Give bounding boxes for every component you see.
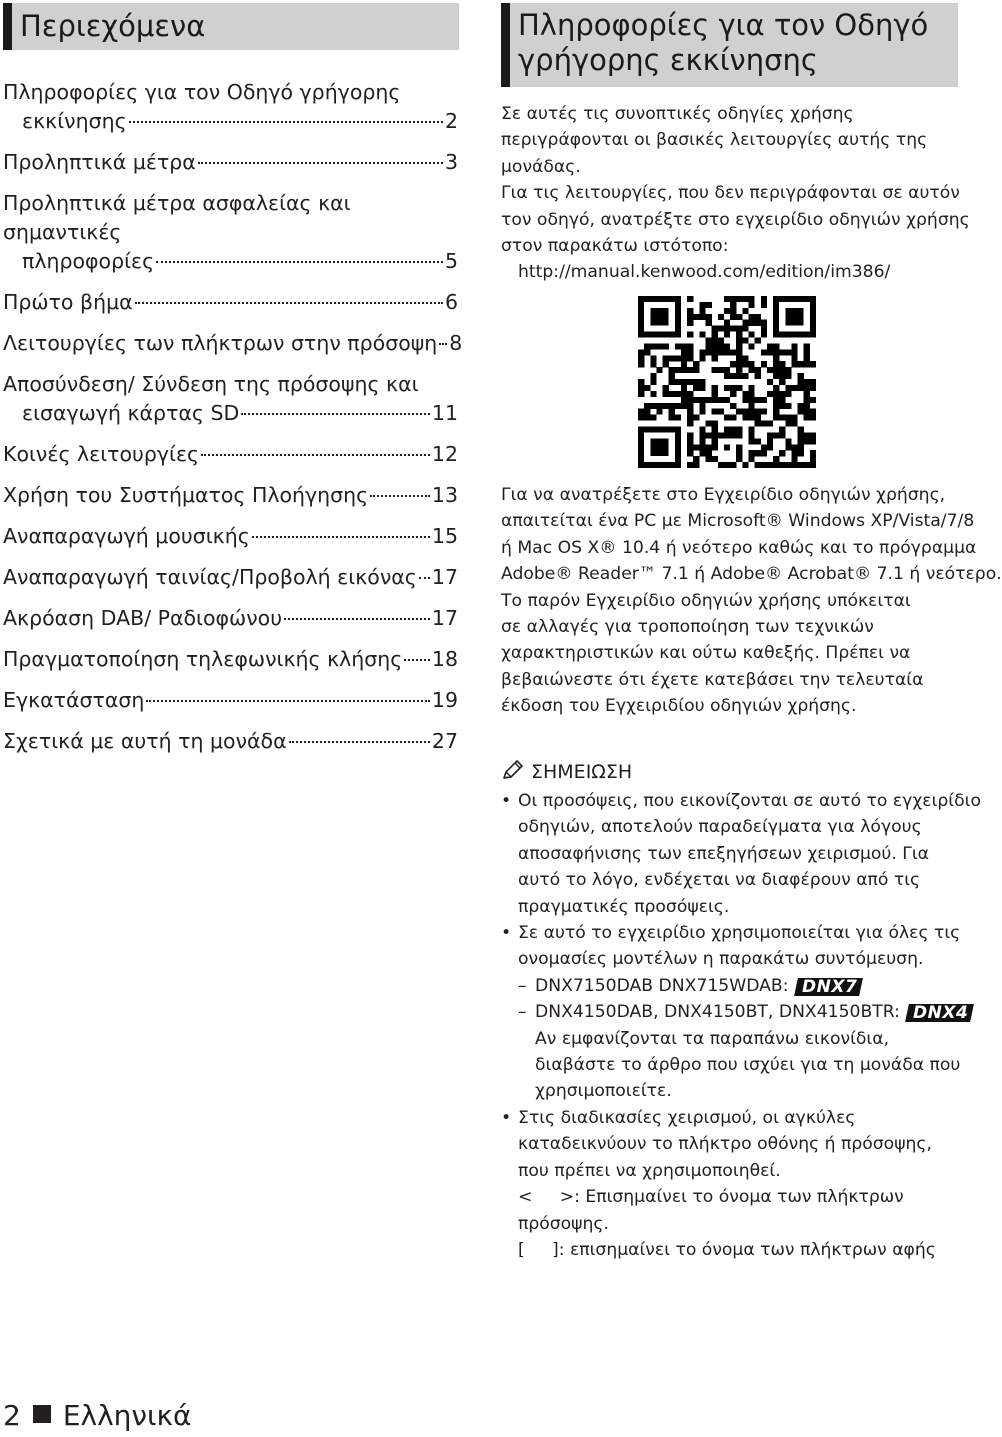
badge-text: DNX7 bbox=[801, 976, 858, 997]
toc-entry-title: εισαγωγή κάρτας SD bbox=[22, 401, 240, 425]
intro-line: στον παρακάτω ιστότοπο: bbox=[501, 236, 729, 257]
toc-entry-title: Πρώτο βήμα bbox=[3, 290, 133, 314]
toc-entry[interactable] bbox=[3, 370, 458, 428]
toc-page-number: 8 bbox=[449, 331, 463, 355]
note-bullet-line: • Οι προσόψεις, που εικονίζονται σε αυτό το εγχειρίδιο bbox=[501, 788, 958, 814]
toc-entry-title: Χρήση του Συστήματος Πλοήγησης bbox=[3, 483, 369, 507]
toc-dot-leader bbox=[135, 302, 443, 304]
toc-page-number: 5 bbox=[444, 249, 458, 273]
note-line: οδηγιών, αποτελούν παραδείγματα για λόγους bbox=[518, 817, 922, 838]
toc-page-number: 2 bbox=[444, 109, 458, 133]
requirements-line: Για να ανατρέξετε στο Εγχειρίδιο οδηγιών χρήσης, bbox=[501, 485, 946, 505]
toc-page-number: 27 bbox=[431, 729, 458, 753]
intro-line: μονάδας. bbox=[501, 156, 581, 177]
toc-page-number: 15 bbox=[431, 524, 458, 548]
model-line-dnx7 bbox=[501, 973, 958, 999]
toc-dot-leader bbox=[284, 618, 430, 620]
badge-text: DNX4 bbox=[913, 1003, 969, 1024]
toc-entry[interactable] bbox=[3, 727, 458, 756]
toc-entry-title-line: Προληπτικά μέτρα ασφαλείας και σημαντικές bbox=[3, 191, 351, 244]
info-heading bbox=[501, 3, 958, 87]
note-line: πρόσοψης. bbox=[518, 1213, 609, 1234]
model-text: DNX7150DAB DNX715WDAB: bbox=[535, 975, 789, 996]
toc-dot-leader bbox=[198, 162, 443, 164]
toc-heading-text: Περιεχόμενα bbox=[20, 9, 206, 43]
page-footer bbox=[3, 1396, 191, 1436]
toc-entry[interactable] bbox=[3, 148, 458, 177]
note-line: Αν εμφανίζονται τα παραπάνω εικονίδια, bbox=[535, 1028, 890, 1049]
toc-entry[interactable] bbox=[3, 78, 458, 136]
toc-dot-leader bbox=[241, 413, 430, 415]
requirements-line: χαρακτηριστικών και ούτω καθεξής. Πρέπει να bbox=[501, 643, 911, 664]
toc-entry[interactable] bbox=[3, 563, 458, 592]
toc-entry-title: Πραγματοποίηση τηλεφωνικής κλήσης bbox=[3, 647, 403, 671]
notes-list bbox=[501, 788, 981, 1263]
page-number: 2 bbox=[3, 1399, 21, 1432]
toc-entry[interactable] bbox=[3, 288, 458, 317]
requirements-line: βεβαιώνεστε ότι έχετε κατεβάσει την τελευταία bbox=[501, 669, 924, 690]
toc-entry[interactable] bbox=[3, 481, 458, 510]
footer-language: Ελληνικά bbox=[62, 1399, 192, 1432]
dash-mark: – bbox=[518, 975, 527, 996]
note-bullet-line: • Σε αυτό το εγχειρίδιο χρησιμοποιείται για όλες τις bbox=[501, 920, 958, 946]
toc-entry[interactable] bbox=[3, 189, 458, 276]
toc-entry-title: Λειτουργίες των πλήκτρων στην πρόσοψη bbox=[3, 331, 438, 355]
intro-line: τον οδηγό, ανατρέξτε στο εγχειρίδιο οδηγιών χρήσης bbox=[501, 209, 970, 230]
intro-line: Σε αυτές τις συνοπτικές οδηγίες χρήσης bbox=[501, 104, 854, 124]
toc-heading bbox=[3, 3, 459, 50]
toc-entry-title: Αναπαραγωγή μουσικής bbox=[3, 524, 250, 548]
note-heading-text: ΣΗΜΕΙΩΣΗ bbox=[531, 761, 633, 783]
toc-page-number: 18 bbox=[431, 647, 458, 671]
toc-list bbox=[3, 78, 463, 768]
dnx7-badge-icon bbox=[794, 978, 863, 996]
requirements-line: απαιτείται ένα PC με Microsoft® Windows XP/Vista/7/8 bbox=[501, 511, 975, 532]
toc-entry-title: Αναπαραγωγή ταινίας/Προβολή εικόνας bbox=[3, 565, 417, 589]
toc-page-number: 13 bbox=[431, 483, 458, 507]
requirements-line: Adobe® Reader™ 7.1 ή Adobe® Acrobat® 7.1 ή νεότερο. bbox=[501, 564, 1002, 585]
info-heading-line-1: Πληροφορίες για τον Οδηγό bbox=[518, 8, 929, 42]
toc-page-number: 11 bbox=[431, 401, 458, 425]
note-heading bbox=[501, 759, 632, 785]
intro-line: περιγράφονται οι βασικές λειτουργίες αυτής της bbox=[501, 130, 928, 151]
toc-page-number: 17 bbox=[431, 606, 458, 630]
note-bullet-line: • Στις διαδικασίες χειρισμού, οι αγκύλες bbox=[501, 1105, 958, 1131]
toc-entry-title: Σχετικά με αυτή τη μονάδα bbox=[3, 729, 287, 753]
note-line: [ ]: επισημαίνει το όνομα των πλήκτρων αφής bbox=[518, 1239, 936, 1260]
model-line-dnx4 bbox=[501, 999, 969, 1025]
toc-dot-leader bbox=[156, 261, 443, 263]
requirements-line: σε αλλαγές για τροποποίηση των τεχνικών bbox=[501, 617, 874, 638]
toc-entry-title: εκκίνησης bbox=[22, 109, 127, 133]
requirements-text bbox=[501, 482, 1002, 720]
toc-entry[interactable] bbox=[3, 604, 458, 633]
manual-url-link[interactable]: http://manual.kenwood.com/edition/im386/ bbox=[518, 262, 891, 283]
toc-page-number: 17 bbox=[431, 565, 458, 589]
note-line: ονομασίες μοντέλων η παρακάτω συντόμευση. bbox=[518, 949, 924, 970]
toc-dot-leader bbox=[419, 577, 430, 579]
requirements-line: έκδοση του Εγχειριδίου οδηγιών χρήσης. bbox=[501, 696, 857, 717]
note-line: πραγματικές προσόψεις. bbox=[518, 896, 730, 917]
toc-entry[interactable] bbox=[3, 440, 458, 469]
dash-mark: – bbox=[518, 1002, 527, 1023]
model-text: DNX4150DAB, DNX4150BT, DNX4150BTR: bbox=[535, 1002, 900, 1023]
pencil-icon bbox=[501, 759, 525, 781]
toc-dot-leader bbox=[252, 536, 430, 538]
toc-dot-leader bbox=[289, 741, 430, 743]
toc-entry-title: Εγκατάσταση bbox=[3, 688, 145, 712]
qr-code-icon bbox=[638, 296, 816, 468]
toc-page-number: 3 bbox=[444, 150, 458, 174]
note-line: < >: Επισημαίνει το όνομα των πλήκτρων bbox=[518, 1187, 904, 1208]
note-line: αποσαφήνισης των επεξηγήσεων χειρισμού. Για bbox=[518, 843, 930, 864]
toc-entry-title-line: Πληροφορίες για τον Οδηγό γρήγορης bbox=[3, 80, 401, 104]
toc-entry[interactable] bbox=[3, 686, 458, 715]
intro-text bbox=[501, 101, 970, 286]
info-heading-line-2: γρήγορης εκκίνησης bbox=[518, 43, 818, 77]
square-bullet-icon bbox=[33, 1405, 51, 1423]
toc-dot-leader bbox=[146, 700, 430, 702]
note-line: αυτό το λόγο, ενδέχεται να διαφέρουν από τις bbox=[518, 870, 921, 891]
toc-dot-leader bbox=[439, 343, 447, 345]
requirements-line: ή Mac OS X® 10.4 ή νεότερο καθώς και το πρόγραμμα bbox=[501, 537, 977, 558]
info-heading-text bbox=[518, 8, 928, 78]
toc-entry-title-line: Αποσύνδεση/ Σύνδεση της πρόσοψης και bbox=[3, 372, 419, 396]
toc-entry-title: πληροφορίες bbox=[22, 249, 155, 273]
requirements-line: Το παρόν Εγχειρίδιο οδηγιών χρήσης υπόκειται bbox=[501, 590, 911, 611]
toc-dot-leader bbox=[129, 121, 443, 123]
toc-page-number: 12 bbox=[431, 442, 458, 466]
note-line: χρησιμοποιείτε. bbox=[535, 1081, 672, 1102]
toc-page-number: 19 bbox=[431, 688, 458, 712]
dnx4-badge-icon bbox=[906, 1004, 975, 1022]
toc-entry[interactable] bbox=[3, 645, 458, 674]
toc-entry[interactable] bbox=[3, 329, 463, 358]
toc-dot-leader bbox=[370, 495, 430, 497]
toc-entry-title: Προληπτικά μέτρα bbox=[3, 150, 196, 174]
toc-page-number: 6 bbox=[444, 290, 458, 314]
intro-line: Για τις λειτουργίες, που δεν περιγράφονται σε αυτόν bbox=[501, 183, 960, 204]
toc-dot-leader bbox=[201, 454, 430, 456]
toc-entry[interactable] bbox=[3, 522, 458, 551]
note-line: που πρέπει να χρησιμοποιηθεί. bbox=[518, 1160, 781, 1181]
note-line: διαβάστε το άρθρο που ισχύει για τη μονάδα που bbox=[535, 1055, 961, 1076]
toc-dot-leader bbox=[404, 659, 430, 661]
toc-entry-title: Ακρόαση DAB/ Ραδιοφώνου bbox=[3, 606, 283, 630]
toc-entry-title: Κοινές λειτουργίες bbox=[3, 442, 200, 466]
note-line: καταδεικνύουν το πλήκτρο οθόνης ή πρόσοψης, bbox=[518, 1134, 932, 1155]
